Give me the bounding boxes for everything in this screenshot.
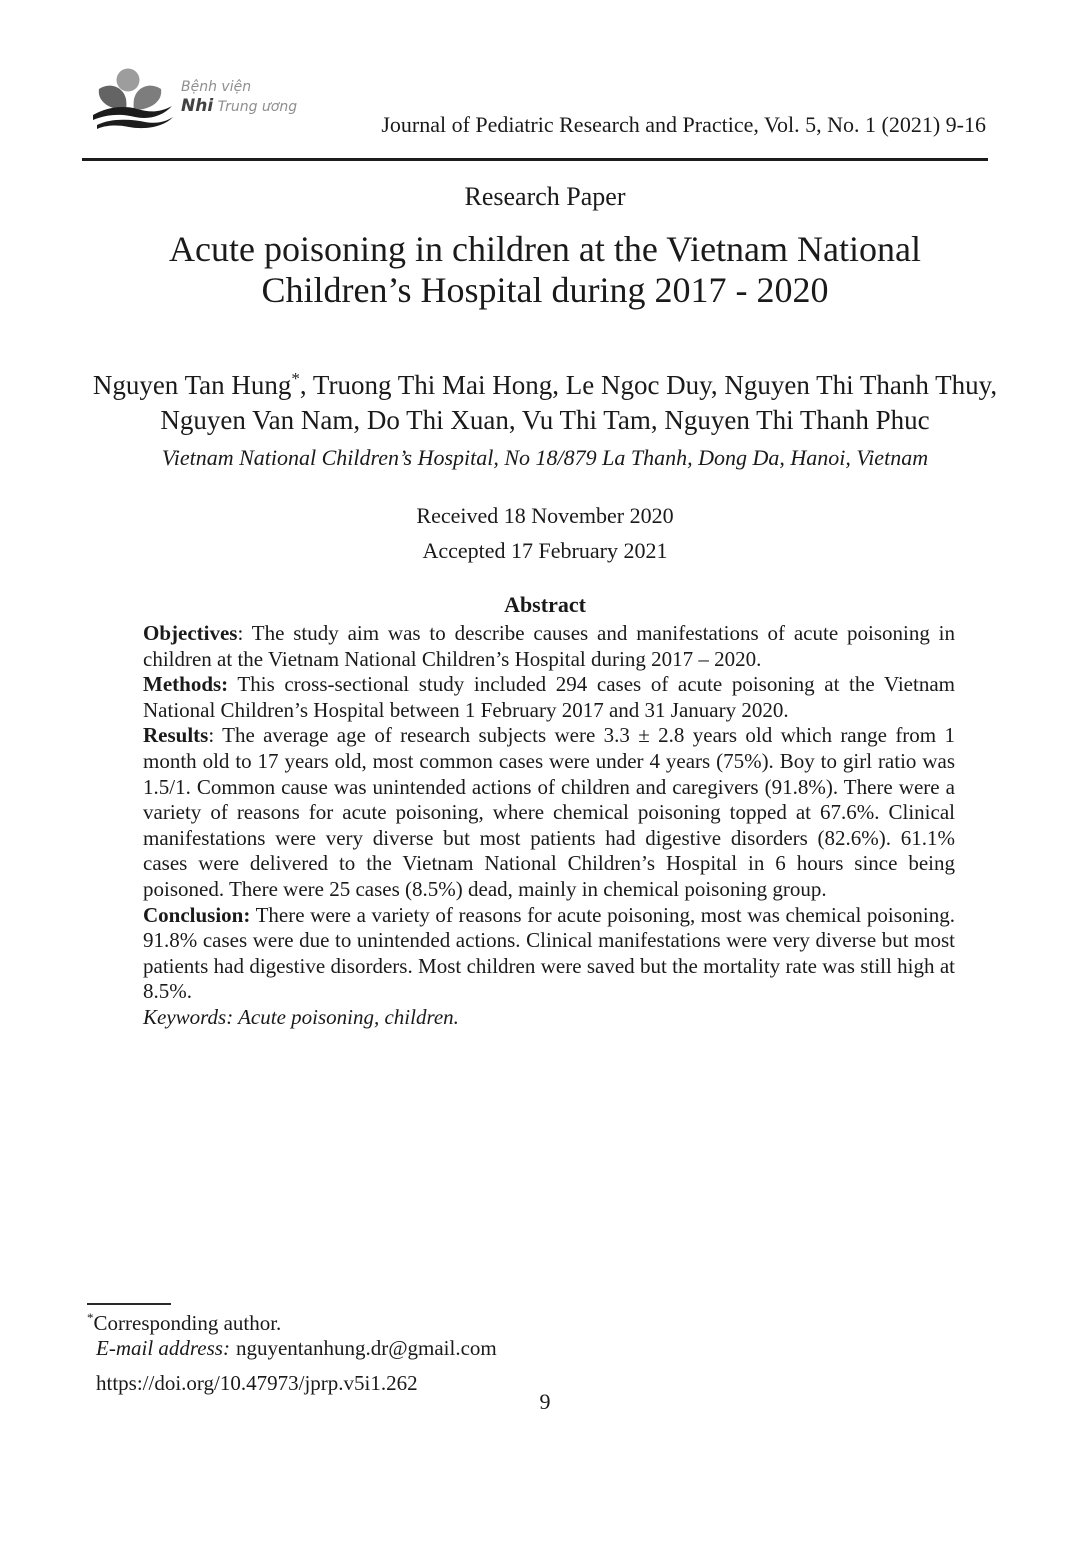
corresponding-author-marker: * bbox=[291, 369, 300, 388]
methods-text: This cross-sectional study included 294 cases of acute poisoning at the Vietnam National Children’s Hospital between 1 February 2017 and 31 January 2020. bbox=[143, 672, 955, 722]
hospital-name-rest: Trung ương bbox=[213, 99, 298, 115]
results-text: : The average age of research subjects were 3.3 ± 2.8 years old which range from 1 month old to 17 years old, most common cases were under 4 years (75%). Boy to girl ratio was 1.5/1. Common cause was unintended actions of children and caregivers (91.8%). There were a variety of reasons for acute poisoning, where chemical poisoning topped at 67.6%. Clinical manifestations were very diverse but most patients had digestive disorders (82.6%). 61.1% cases were delivered to the Vietnam National Children’s Hospital in 6 hours since being poisoned. There were 25 cases (8.5%) dead, mainly in chemical poisoning group. bbox=[143, 723, 955, 901]
abstract-methods bbox=[143, 672, 955, 723]
footnote-rule bbox=[87, 1303, 171, 1305]
email-value: nguyentanhung.dr@gmail.com bbox=[235, 1336, 497, 1360]
email-line bbox=[96, 1336, 497, 1361]
authors-line1 bbox=[0, 361, 1090, 403]
email-label: E-mail address: bbox=[96, 1336, 230, 1360]
abstract-body bbox=[143, 621, 955, 1031]
abstract-heading: Abstract bbox=[504, 592, 586, 617]
article-type-label: Research Paper bbox=[464, 182, 626, 211]
objectives-label: Objectives bbox=[143, 621, 238, 645]
footnote-marker: * bbox=[87, 1310, 94, 1325]
hospital-logo-text bbox=[181, 78, 297, 117]
article-dates bbox=[0, 498, 1090, 568]
conclusion-label: Conclusion: bbox=[143, 902, 251, 927]
doi-link: https://doi.org/10.47973/jprp.v5i1.262 bbox=[96, 1371, 418, 1395]
author-name: Nguyen Tan Hung bbox=[92, 370, 292, 400]
results-label: Results bbox=[143, 723, 209, 748]
abstract-conclusion bbox=[143, 903, 955, 1005]
article-title bbox=[0, 229, 1090, 311]
objectives-text: : The study aim was to describe causes and manifestations of acute poisoning in children at the Vietnam National Children’s Hospital during 2017 – 2020. bbox=[143, 621, 955, 671]
hospital-name-bold: Nhi bbox=[181, 96, 214, 116]
corresponding-text: Corresponding author. bbox=[93, 1311, 282, 1335]
hospital-flower-icon bbox=[93, 64, 173, 134]
abstract-objectives bbox=[143, 621, 955, 672]
methods-label: Methods: bbox=[143, 672, 229, 697]
conclusion-text: There were a variety of reasons for acute poisoning, most was chemical poisoning. 91.8% cases were due to unintended actions. Clinical manifestations were very diverse but most patients had digestive disorders. Most children were saved but the mortality rate was still high at 8.5%. bbox=[143, 902, 955, 1004]
authors-line2: Nguyen Van Nam, Do Thi Xuan, Vu Thi Tam, Nguyen Thi Thanh Phuc bbox=[160, 405, 930, 435]
article-title-line1: Acute poisoning in children at the Vietnam National bbox=[169, 229, 921, 269]
journal-citation: Journal of Pediatric Research and Practice, Vol. 5, No. 1 (2021) 9-16 bbox=[381, 112, 986, 137]
header-rule bbox=[82, 158, 988, 161]
affiliation: Vietnam National Children’s Hospital, No 18/879 La Thanh, Dong Da, Hanoi, Vietnam bbox=[161, 445, 929, 470]
accepted-date: Accepted 17 February 2021 bbox=[422, 538, 668, 563]
page-number: 9 bbox=[539, 1389, 551, 1414]
hospital-name-line1: Bệnh viện bbox=[181, 79, 252, 95]
abstract-keywords: Keywords: Acute poisoning, children. bbox=[143, 1004, 459, 1029]
article-title-line2: Children’s Hospital during 2017 - 2020 bbox=[261, 270, 829, 310]
received-date: Received 18 November 2020 bbox=[416, 503, 674, 528]
corresponding-author-note bbox=[87, 1310, 281, 1336]
authors-list bbox=[0, 361, 1090, 438]
authors-line1-rest: , Truong Thi Mai Hong, Le Ngoc Duy, Nguyen Thi Thanh Thuy, bbox=[299, 370, 998, 400]
hospital-name-line2 bbox=[181, 97, 297, 117]
hospital-logo bbox=[93, 64, 297, 134]
abstract-results bbox=[143, 723, 955, 902]
